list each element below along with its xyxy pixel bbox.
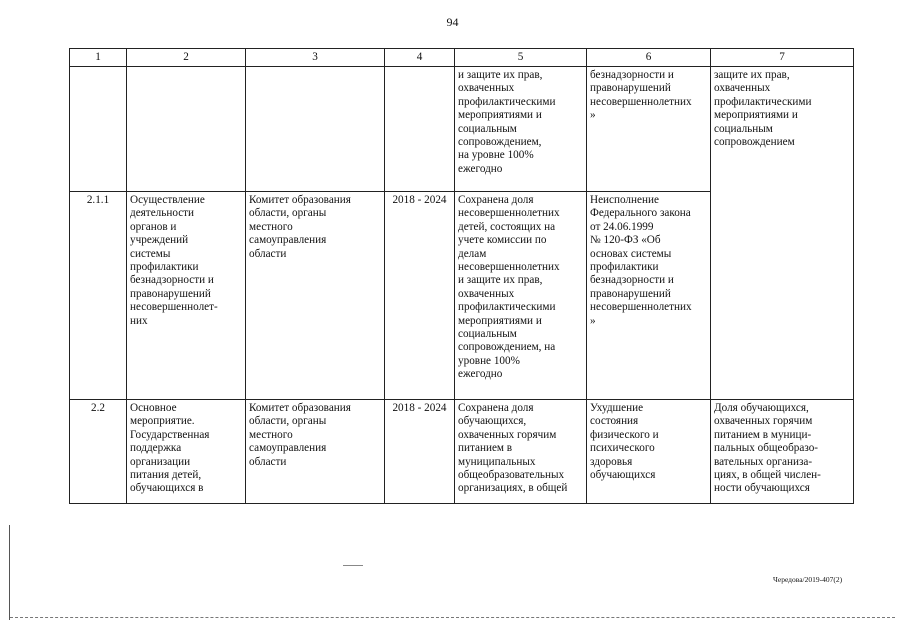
cell-result: и защите их прав, охваченных профилактическими мероприятиями и социальным сопровождением, на уровне 100% ежегодно: [455, 67, 587, 192]
cell-result: Сохранена доля несовершеннолетних детей, состоящих на учете комиссии по делам несовершеннолетних и защите их прав, охваченных профилактическими мероприятиями и социальным сопровождением, на уровне 100% ежегодно: [455, 192, 587, 400]
header-col-3: 3: [246, 49, 385, 67]
cell-number: 2.1.1: [70, 192, 127, 400]
cell-indicator: защите их прав, охваченных профилактическими мероприятиями и социальным сопровождением: [711, 67, 854, 400]
table-row-2-2: [70, 400, 854, 504]
cell-empty: [385, 67, 455, 192]
cell-result: Сохранена доля обучающихся, охваченных горячим питанием в муниципальных общеобразовательных организациях, в общей: [455, 400, 587, 504]
cell-number: 2.2: [70, 400, 127, 504]
cell-empty: [70, 67, 127, 192]
cell-period: 2018 - 2024: [385, 400, 455, 504]
header-col-6: 6: [587, 49, 711, 67]
footer-code: Чередова/2019-407(2): [773, 575, 843, 584]
header-row: [70, 49, 854, 67]
program-table: [69, 48, 854, 504]
table-row-continuation: [70, 67, 854, 192]
page-number: 94: [446, 15, 459, 29]
header-col-4: 4: [385, 49, 455, 67]
cell-name: Основное мероприятие. Государственная поддержка организации питания детей, обучающихся в: [127, 400, 246, 504]
header-col-5: 5: [455, 49, 587, 67]
bottom-dashed-rule: [10, 617, 895, 618]
cell-empty: [127, 67, 246, 192]
cell-executor: Комитет образования области, органы местного самоуправления области: [246, 400, 385, 504]
cell-consequence: Неисполнение Федерального закона от 24.06.1999 № 120-ФЗ «Об основах системы профилактики безнадзорности и правонарушений несовершеннолетних »: [587, 192, 711, 400]
cell-name: Осуществление деятельности органов и учреждений системы профилактики безнадзорности и правонарушений несовершеннолет- них: [127, 192, 246, 400]
scan-mark: [343, 565, 363, 566]
cell-period: 2018 - 2024: [385, 192, 455, 400]
left-margin-rule: [9, 525, 10, 620]
cell-consequence: безнадзорности и правонарушений несовершеннолетних »: [587, 67, 711, 192]
header-col-1: 1: [70, 49, 127, 67]
header-col-2: 2: [127, 49, 246, 67]
header-col-7: 7: [711, 49, 854, 67]
cell-indicator: Доля обучающихся, охваченных горячим питанием в муници- пальных общеобразо- вательных организа- циях, в общей числен- ности обучающихся: [711, 400, 854, 504]
cell-consequence: Ухудшение состояния физического и психического здоровья обучающихся: [587, 400, 711, 504]
cell-empty: [246, 67, 385, 192]
cell-executor: Комитет образования области, органы местного самоуправления области: [246, 192, 385, 400]
